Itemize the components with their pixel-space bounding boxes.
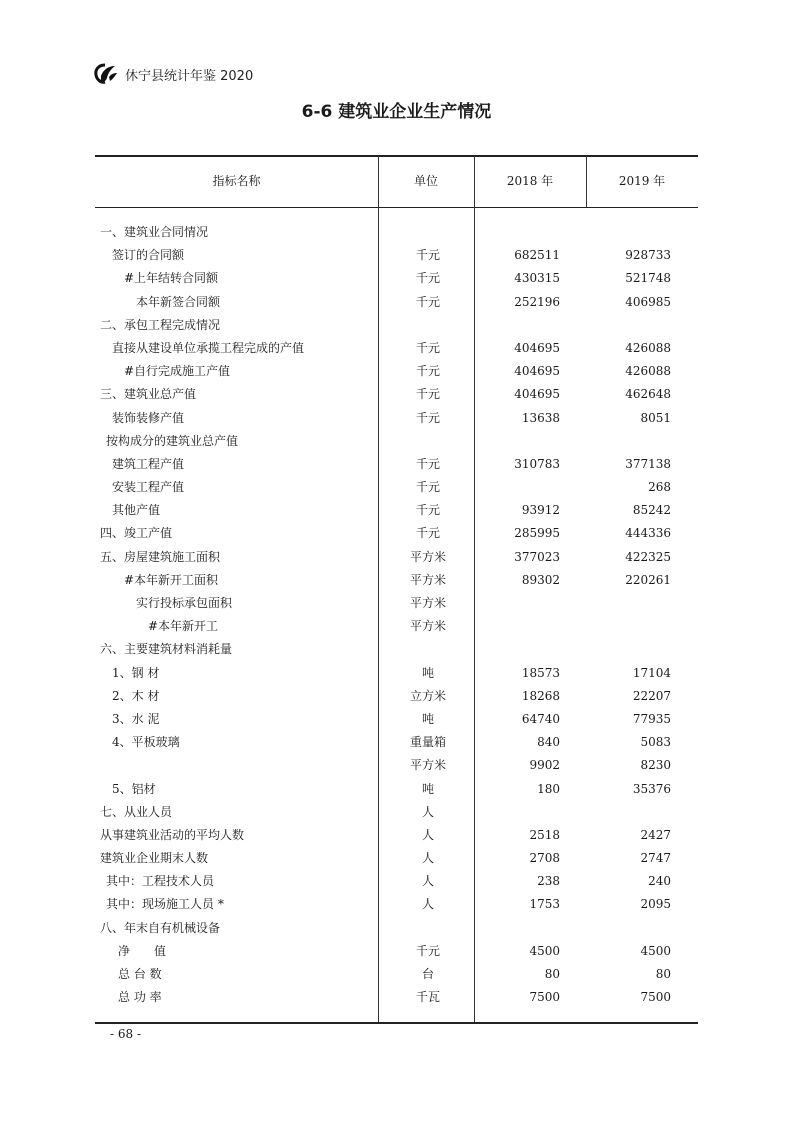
table-row [95, 893, 698, 916]
table-row [95, 383, 698, 406]
row-indicator-name: 其中：工程技术人员 [106, 874, 215, 889]
row-unit: 平方米 [409, 549, 446, 564]
table-row [95, 499, 698, 522]
row-value-2018: 9902 [529, 758, 560, 773]
row-value-2019: 17104 [632, 665, 671, 680]
table-row [95, 963, 698, 986]
table-row [95, 291, 698, 314]
row-indicator-name: 装饰装修产值 [112, 410, 185, 425]
row-value-2019: 8230 [640, 758, 671, 773]
row-indicator-name: 其中：现场施工人员 * [106, 897, 224, 912]
row-unit: 平方米 [409, 572, 446, 587]
row-indicator-name: 从事建筑业活动的平均人数 [100, 827, 245, 842]
table-row [95, 476, 698, 499]
row-unit: 人 [421, 874, 434, 889]
row-value-2018: 404695 [514, 340, 560, 355]
row-unit: 平方米 [409, 619, 446, 634]
row-value-2019: 22207 [632, 688, 671, 703]
row-indicator-name: 2、木 材 [112, 688, 160, 703]
column-header-2019: 2019 年 [618, 174, 666, 188]
row-value-2019: 2427 [640, 827, 671, 842]
row-unit: 人 [421, 827, 434, 842]
row-value-2019: 4500 [640, 943, 671, 958]
table-row [95, 314, 698, 337]
row-indicator-name: #自行完成施工产值 [124, 364, 231, 379]
row-value-2018: 1753 [529, 897, 560, 912]
table-row [95, 244, 698, 267]
page-title: 6-6 建筑业企业生产情况 [301, 102, 492, 122]
page-number: - 68 - [110, 1027, 142, 1041]
row-value-2019: 426088 [625, 340, 671, 355]
row-indicator-name: 签订的合同额 [112, 248, 185, 263]
row-value-2019: 422325 [625, 549, 671, 564]
table-row [95, 615, 698, 638]
row-unit: 人 [421, 897, 434, 912]
row-value-2018: 252196 [514, 294, 560, 309]
row-unit: 千元 [415, 526, 440, 541]
row-unit: 千元 [415, 387, 440, 402]
row-value-2019: 35376 [632, 781, 671, 796]
row-value-2019: 2747 [640, 851, 671, 866]
row-indicator-name: 一、建筑业合同情况 [100, 225, 209, 239]
row-unit: 人 [421, 851, 434, 866]
row-value-2019: 462648 [625, 387, 671, 402]
row-value-2019: 377138 [625, 456, 671, 471]
row-indicator-name: 4、平板玻璃 [112, 735, 180, 750]
table-row [95, 453, 698, 476]
row-value-2019: 240 [648, 874, 671, 889]
table-row [95, 870, 698, 893]
row-value-2018: 80 [544, 967, 560, 981]
row-indicator-name: 5、铝材 [112, 781, 156, 796]
table-row [95, 708, 698, 731]
table-row [95, 638, 698, 661]
row-unit: 立方米 [409, 688, 446, 703]
row-unit: 千元 [415, 480, 440, 495]
table-row [95, 569, 698, 592]
row-value-2018: 93912 [521, 503, 560, 518]
row-value-2018: 18573 [521, 665, 560, 680]
row-value-2019: 80 [655, 967, 671, 981]
row-value-2018: 430315 [514, 271, 560, 286]
row-indicator-name: 总 台 数 [118, 967, 162, 981]
row-indicator-name: 3、水 泥 [112, 711, 160, 726]
table-row [95, 662, 698, 685]
row-indicator-name: 六、主要建筑材料消耗量 [100, 642, 233, 657]
row-unit: 吨 [421, 781, 434, 796]
table-row [95, 731, 698, 754]
row-value-2019: 521748 [625, 271, 671, 286]
row-value-2018: 18268 [521, 688, 560, 703]
row-value-2019: 77935 [632, 711, 671, 726]
row-indicator-name: 总 功 率 [118, 990, 162, 1005]
row-unit: 千元 [415, 943, 440, 958]
row-unit: 千元 [415, 294, 440, 309]
row-value-2019: 8051 [640, 410, 671, 425]
yearbook-title: 休宁县统计年鉴 2020 [125, 68, 254, 84]
row-indicator-name: 八、年末自有机械设备 [100, 920, 221, 935]
row-value-2018: 377023 [514, 549, 560, 564]
yearbook-header [93, 62, 253, 86]
row-value-2018: 238 [537, 874, 560, 889]
row-unit: 千元 [415, 340, 440, 355]
table-row [95, 546, 698, 569]
row-indicator-name: 净 值 [118, 943, 167, 958]
row-unit: 吨 [421, 665, 434, 680]
row-indicator-name: 三、建筑业总产值 [100, 387, 197, 402]
table-body [95, 221, 698, 1009]
row-value-2018: 64740 [521, 711, 560, 726]
row-value-2019: 426088 [625, 364, 671, 379]
row-indicator-name: #本年新开工面积 [124, 572, 219, 587]
row-unit: 千元 [415, 410, 440, 425]
row-unit: 平方米 [409, 596, 446, 610]
table-row [95, 360, 698, 383]
row-value-2019: 928733 [625, 248, 671, 263]
table-header-rule [95, 207, 698, 208]
table-row [95, 337, 698, 360]
row-value-2019: 5083 [640, 735, 671, 750]
row-value-2018: 7500 [529, 990, 560, 1005]
row-unit: 台 [421, 967, 434, 981]
table-row [95, 592, 698, 615]
table-row [95, 847, 698, 870]
column-header-2018: 2018 年 [506, 174, 554, 188]
table-row [95, 917, 698, 940]
row-indicator-name: 七、从业人员 [100, 804, 173, 819]
row-value-2019: 220261 [625, 572, 671, 587]
row-indicator-name: #上年结转合同额 [124, 271, 219, 286]
row-indicator-name: 本年新签合同额 [136, 294, 221, 309]
row-value-2018: 285995 [514, 526, 560, 541]
column-header-indicator: 指标名称 [212, 174, 261, 188]
row-value-2018: 180 [537, 781, 560, 796]
table-row [95, 407, 698, 430]
row-unit: 千元 [415, 456, 440, 471]
table-row [95, 801, 698, 824]
row-indicator-name: 五、房屋建筑施工面积 [100, 549, 221, 564]
table-row [95, 940, 698, 963]
row-value-2018: 2708 [529, 851, 560, 866]
row-unit: 千瓦 [415, 990, 440, 1005]
row-value-2018: 13638 [521, 410, 560, 425]
table-row [95, 754, 698, 777]
row-value-2019: 7500 [640, 990, 671, 1005]
table-row [95, 430, 698, 453]
row-unit: 重量箱 [409, 735, 446, 750]
row-indicator-name: 按构成分的建筑业总产值 [106, 433, 239, 448]
row-value-2018: 89302 [521, 572, 560, 587]
row-value-2018: 404695 [514, 387, 560, 402]
row-value-2018: 404695 [514, 364, 560, 379]
table-row [95, 824, 698, 847]
row-indicator-name: 建筑业企业期末人数 [100, 851, 209, 866]
column-header-unit: 单位 [413, 174, 438, 188]
row-value-2019: 2095 [640, 897, 671, 912]
row-value-2018: 4500 [529, 943, 560, 958]
row-unit: 人 [421, 804, 434, 819]
row-unit: 千元 [415, 503, 440, 518]
row-value-2019: 444336 [625, 526, 671, 541]
table-row [95, 522, 698, 545]
row-value-2018: 840 [537, 735, 560, 750]
row-unit: 千元 [415, 364, 440, 379]
table-top-rule [95, 155, 698, 157]
row-indicator-name: 安装工程产值 [112, 480, 185, 495]
row-value-2019: 268 [648, 480, 671, 495]
row-value-2018: 310783 [514, 456, 560, 471]
row-value-2018: 682511 [514, 248, 560, 263]
row-indicator-name: 1、钢 材 [112, 665, 160, 680]
row-indicator-name: 二、承包工程完成情况 [100, 317, 221, 332]
row-indicator-name: #本年新开工 [148, 619, 219, 634]
table-row [95, 267, 698, 290]
row-indicator-name: 四、竣工产值 [100, 526, 173, 541]
row-indicator-name: 建筑工程产值 [112, 456, 185, 471]
table-row [95, 986, 698, 1009]
yearbook-logo-icon [93, 62, 119, 86]
row-unit: 平方米 [409, 758, 446, 773]
row-value-2019: 85242 [632, 503, 671, 518]
row-unit: 千元 [415, 271, 440, 286]
row-indicator-name: 其他产值 [112, 503, 161, 518]
table-row [95, 778, 698, 801]
row-unit: 吨 [421, 711, 434, 726]
row-value-2019: 406985 [625, 294, 671, 309]
table-row [95, 685, 698, 708]
row-indicator-name: 直接从建设单位承揽工程完成的产值 [112, 340, 305, 355]
row-value-2018: 2518 [529, 827, 560, 842]
table-bottom-rule [95, 1022, 698, 1024]
row-indicator-name: 实行投标承包面积 [136, 596, 233, 610]
row-unit: 千元 [415, 248, 440, 263]
table-row [95, 221, 698, 244]
